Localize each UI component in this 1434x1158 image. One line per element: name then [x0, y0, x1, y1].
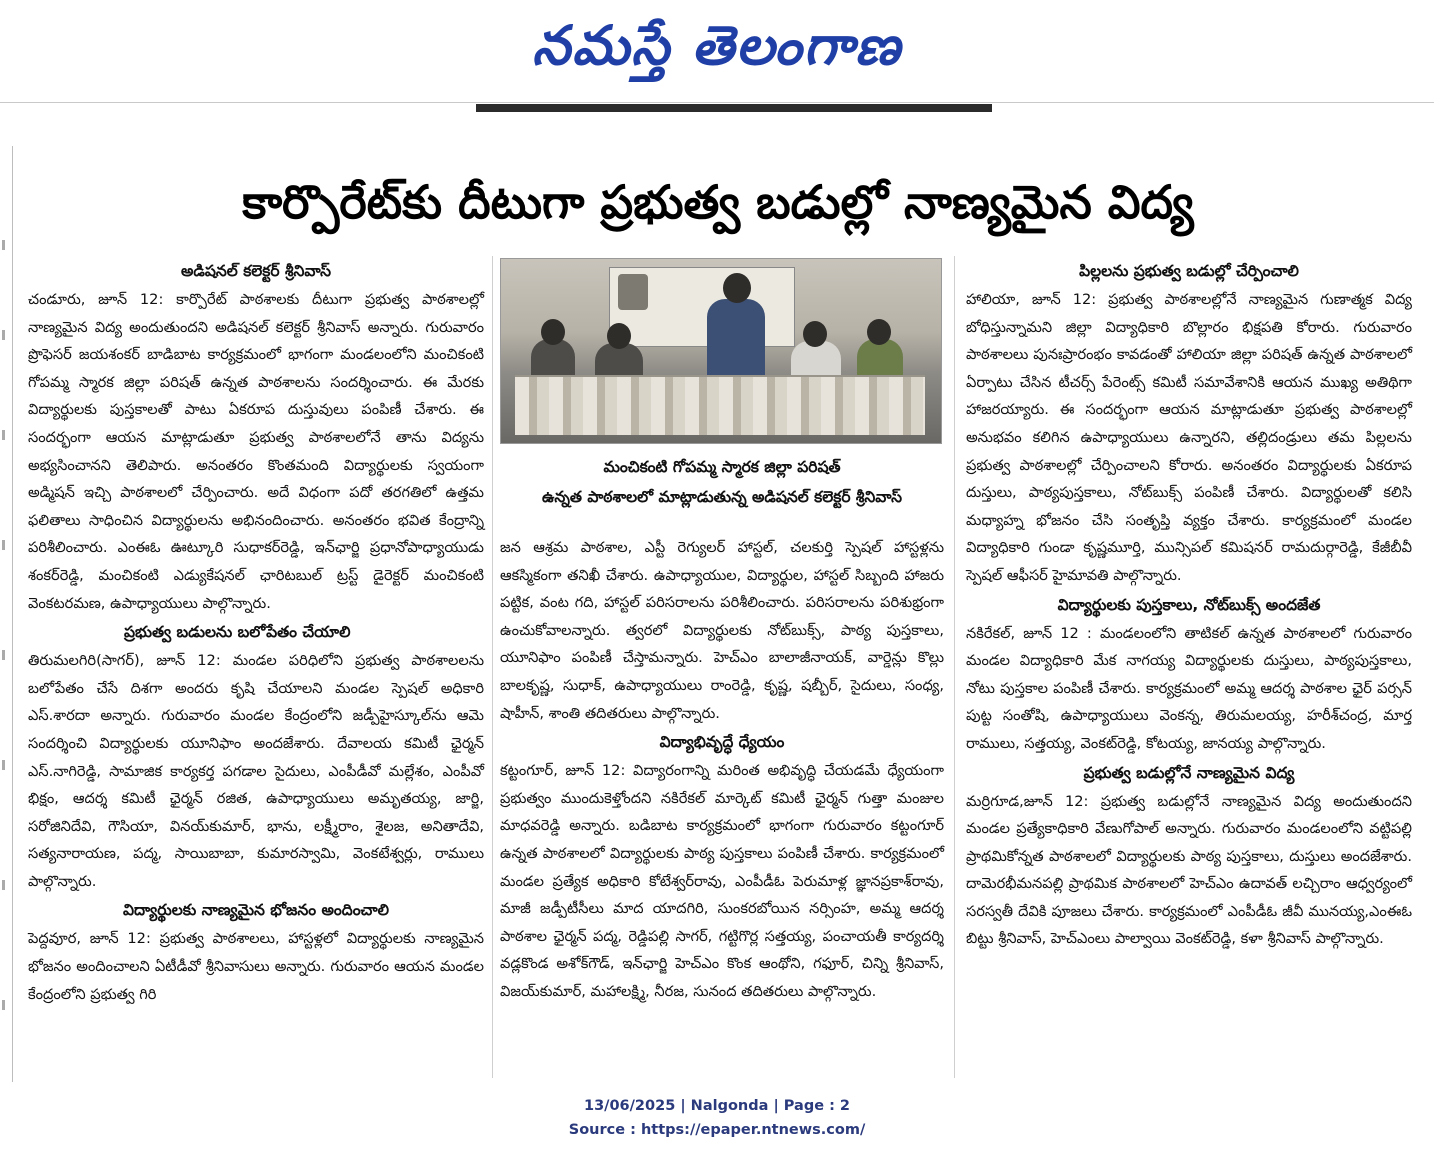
- event-banner: [609, 267, 795, 347]
- masthead: [0, 0, 1434, 104]
- article-body: నకిరేకల్, జూన్ 12 : మండలంలోని తాటికల్ ఉన్నత పాఠశాలలో గురువారం మండల విద్యాధికారి మేక నాగయ్య విద్యార్థులకు దుస్తులు, పాఠ్యపుస్తకాలు, నోటు పుస్తకాల పంపిణీ చేశారు. కార్యక్రమంలో అమ్మ ఆదర్శ పాఠశాల ఛైర్ పర్సన్ పుట్ట సంతోషి, ఉపాధ్యాయులు వెంకన్న, తిరుమలయ్య, హరీశ్‌చంద్ర, మార్త రాములు, సత్తయ్య, వెంకట్‌రెడ్డి, కోటయ్య, జానయ్య పాల్గొన్నారు.: [966, 624, 1412, 752]
- photo-caption: [500, 452, 944, 526]
- article-subhead: ప్రభుత్వ బడుల్లోనే నాణ్యమైన విద్య: [1083, 763, 1295, 782]
- article-body: జన ఆశ్రమ పాఠశాల, ఎస్టీ రెగ్యులర్ హాస్టల్, చలకుర్తి స్పెషల్ హాస్టళ్లను ఆకస్మికంగా తనిఖీ చేశారు. ఉపాధ్యాయుల, విద్యార్థుల, హాస్టల్ సిబ్బంది హాజరు పట్టిక, వంట గది, హాస్టల్ పరిసరాలను పరిశీలించారు. పరిసరాలను పరిశుభ్రంగా ఉంచుకోవాలన్నారు. త్వరలో విద్యార్థులకు నోట్‌బుక్స్, పాఠ్య పుస్తకాలు, యూనిఫాం పంపిణీ చేస్తామన్నారు. హెచ్‌ఎం బాలాజీనాయక్, వార్డెన్లు కొల్లు బాలకృష్ణ, సుధాక్, ఉపాధ్యాయులు రాంరెడ్డి, కృష్ణ, షబ్బీర్, సైదులు, సంధ్య, షాహీన్, శాంతి తదితరులు పాల్గొన్నారు.: [500, 539, 944, 722]
- article-subhead: విద్యార్థులకు పుస్తకాలు, నోట్‌బుక్స్ అందజేత: [1057, 595, 1321, 614]
- newspaper-logo-title: నమస్తే తెలంగాణ: [532, 14, 902, 77]
- photo-caption-line: మంచికంటి గోపమ్మ స్మారక జిల్లా పరిషత్: [603, 458, 841, 476]
- byline: అడిషనల్ కలెక్టర్ శ్రీనివాస్: [181, 262, 331, 280]
- article-body: పెద్దవూర, జూన్ 12: ప్రభుత్వ పాఠశాలలు, హాస్టళ్లలో విద్యార్థులకు నాణ్యమైన భోజనం అందించాలని ఏటీడీవో శ్రీనివాసులు అన్నారు. గురువారం ఆయన మండల కేంద్రంలోని ప్రభుత్వ గిరి: [28, 930, 484, 1003]
- column-divider-left: [492, 256, 493, 1078]
- article-body: మర్రిగూడ,జూన్ 12: ప్రభుత్వ బడుల్లోనే నాణ్యమైన విద్య అందుతుందని మండల ప్రత్యేకాధికారి వేణుగోపాల్ అన్నారు. గురువారం మండలంలోని వట్టిపల్లి ప్రాథమికోన్నత పాఠశాలలో విద్యార్థులకు పాఠ్య పుస్తకాలు, దుస్తులు అందజేశారు. దామెరభీమనపల్లి ప్రాథమిక పాఠశాలలో హెచ్‌ఎం ఉదావత్ లచ్చిరాం ఆధ్వర్యంలో సరస్వతీ దేవికి పూజలు చేశారు. కార్యక్రమంలో ఎంపీడీఓ జీవీ మునయ్య,ఎంఈఓ బిట్టు శ్రీనివాస్, హెచ్‌ఎంలు పాల్వాయి వెంకట్‌రెడ్డి, కళా శ్రీనివాస్ పాల్గొన్నారు.: [966, 792, 1412, 948]
- left-column: [28, 256, 484, 1008]
- article-body: తిరుమలగిరి(సాగర్), జూన్ 12: మండల పరిధిలోని ప్రభుత్వ పాఠశాలలను బలోపేతం చేసే దిశగా అందరు కృషి చేయాలని మండల స్పెషల్ అధికారి ఎస్.శారదా అన్నారు. గురువారం మండల కేంద్రంలోని జడ్పీహైస్కూల్‌ను ఆమె సందర్శించి విద్యార్థులకు యూనిఫాం అందజేశారు. దేవాలయ కమిటీ ఛైర్మన్ ఎస్.నాగిరెడ్డి, సామాజిక కార్యకర్త పగడాల సైదులు, ఎంపీడీవో మల్లేశం, ఎంపీవో భిక్షం, ఆదర్శ కమిటీ ఛైర్మన్ రజిత, ఉపాధ్యాయులు అమృతయ్య, జార్జి, సరోజినిదేవి, గౌసియా, వినయ్‌కుమార్, భాను, లక్ష్మీరాం, శైలజ, అనితాదేవి, సత్యనారాయణ, పద్మ, సాయిబాబా, కుమారస్వామి, వెంకటేశ్వర్లు, రాములు పాల్గొన్నారు.: [28, 652, 484, 890]
- photo-caption-line: ఉన్నత పాఠశాలలో మాట్లాడుతున్న అడిషనల్ కలెక్టర్ శ్రీనివాస్: [542, 488, 902, 506]
- article-subhead: ప్రభుత్వ బడులను బలోపేతం చేయాలి: [124, 623, 351, 642]
- article-subhead: విద్యార్థులకు నాణ్యమైన భోజనం అందించాలి: [122, 901, 390, 920]
- source-link[interactable]: Source : https://epaper.ntnews.com/: [568, 1122, 866, 1138]
- scan-edge-marks: [0, 240, 8, 1080]
- event-photo: [500, 258, 942, 444]
- middle-column: [500, 534, 944, 1006]
- article-subhead: విద్యాభివృద్ధే ధ్యేయం: [659, 733, 785, 752]
- column-divider-right: [954, 256, 955, 1078]
- article-body: కట్టంగూర్, జూన్ 12: విద్యారంగాన్ని మరింత అభివృద్ధి చేయడమే ధ్యేయంగా ప్రభుత్వం ముందుకెళ్తోందని నకిరేకల్ మార్కెట్ కమిటీ ఛైర్మన్ గుత్తా మంజుల మాధవరెడ్డి అన్నారు. బడిబాట కార్యక్రమంలో భాగంగా గురువారం కట్టంగూర్ ఉన్నత పాఠశాలలో విద్యార్థులకు పాఠ్య పుస్తకాలు పంపిణీ చేశారు. కార్యక్రమంలో మండల ప్రత్యేక అధికారి కోటేశ్వర్‌రావు, ఎంపీడీఓ పెరుమాళ్ల జ్ఞానప్రకాశ్‌రావు, మాజీ జడ్పీటీసీలు మాద యాదగిరి, సుంకరబోయిన నర్సింహ, అమ్మ ఆదర్శ పాఠశాల ఛైర్మన్ పద్మ, రెడ్డిపల్లి సాగర్, గట్టిగొర్ల సత్తయ్య, పంచాయతీ కార్యదర్శి వడ్లకొండ అశోక్‌గౌడ్, ఇన్‌ఛార్జి హెచ్‌ఎం కొంక ఆంథోని, గఫూర్, చిన్ని శ్రీనివాస్, విజయ్‌కుమార్, మహాలక్ష్మి, నీరజ, సునంద తదితరులు పాల్గొన్నారు.: [500, 762, 944, 1000]
- edition-info: 13/06/2025 | Nalgonda | Page : 2: [583, 1098, 851, 1114]
- right-column: [966, 256, 1412, 953]
- main-headline: కార్పొరేట్‌కు దీటుగా ప్రభుత్వ బడుల్లో నాణ్యమైన విద్య: [242, 175, 1194, 229]
- article-subhead: పిల్లలను ప్రభుత్వ బడుల్లో చేర్పించాలి: [1079, 262, 1299, 280]
- masthead-thick-rule: [476, 104, 992, 112]
- decorated-table: [515, 375, 925, 435]
- page-footer: [0, 1094, 1434, 1142]
- article-body: హాలియా, జూన్ 12: ప్రభుత్వ పాఠశాలల్లోనే నాణ్యమైన గుణాత్మక విద్య బోధిస్తున్నామని జిల్లా విద్యాధికారి బొల్లారం భిక్షపతి కోరారు. గురువారం పాఠశాలలు పునఃప్రారంభం కావడంతో హాలియా జిల్లా పరిషత్ ఉన్నత పాఠశాలలో ఏర్పాటు చేసిన టీచర్స్ పేరెంట్స్ కమిటీ సమావేశానికి ఆయన ముఖ్య అతిథిగా హాజరయ్యారు. ఈ సందర్భంగా ఆయన మాట్లాడుతూ ప్రభుత్వ పాఠశాలల్లో అనుభవం కలిగిన ఉపాధ్యాయులు ఉన్నారని, తల్లిదండ్రులు తమ పిల్లలను ప్రభుత్వ పాఠశాలల్లో చేర్పించాలని కోరారు. అనంతరం విద్యార్థులకు ఏకరూప దుస్తులు, పాఠ్యపుస్తకాలు, నోట్‌బుక్స్ పంపిణీ చేశారు. విద్యార్థులతో కలిసి మధ్యాహ్న భోజనం చేసి సంతృప్తి వ్యక్తం చేశారు. కార్యక్రమంలో మండల విద్యాధికారి గుండా కృష్ణమూర్తి, మున్సిపల్ కమిషనర్ రామదుర్గారెడ్డి, కేజీబీవీ స్పెషల్ ఆఫీసర్ హైమావతి పాల్గొన్నారు.: [966, 291, 1412, 584]
- masthead-rule: [0, 102, 1434, 103]
- article-body: చండూరు, జూన్ 12: కార్పొరేట్ పాఠశాలకు దీటుగా ప్రభుత్వ పాఠశాలల్లో నాణ్యమైన విద్య అందుతుందని అడిషనల్ కలెక్టర్ శ్రీనివాస్ అన్నారు. గురువారం ప్రొఫెసర్ జయశంకర్ బాడిబాట కార్యక్రమంలో భాగంగా మండలంలోని మంచికంటి గోపమ్మ స్మారక జిల్లా పరిషత్ ఉన్నత పాఠశాలను సందర్శించారు. ఈ మేరకు విద్యార్థులకు పుస్తకాలతో పాటు ఏకరూప దుస్తువులు పంపిణీ చేశారు. ఈ సందర్భంగా ఆయన మాట్లాడుతూ ప్రభుత్వ పాఠశాలలోనే తాను విద్యను అభ్యసించానని తెలిపారు. అనంతరం కొంతమంది విద్యార్థులకు స్వయంగా అడ్మిషన్ ఇచ్చి పాఠశాలలో చేర్పించారు. అదే విధంగా పదో తరగతిలో ఉత్తమ ఫలితాలు సాధించిన విద్యార్థులను అభినందించారు. అనంతరం భవిత కేంద్రాన్ని పరిశీలించారు. ఎంఈఓ ఊట్కూరి సుధాకర్‌రెడ్డి, ఇన్‌ఛార్జి ప్రధానోపాధ్యాయుడు శంకర్‌రెడ్డి, మంచికంటి ఎడ్యుకేషనల్ ఛారిటబుల్ ట్రస్ట్ డైరెక్టర్ మంచికంటి వెంకటరమణ, ఉపాధ్యాయులు పాల్గొన్నారు.: [28, 291, 484, 612]
